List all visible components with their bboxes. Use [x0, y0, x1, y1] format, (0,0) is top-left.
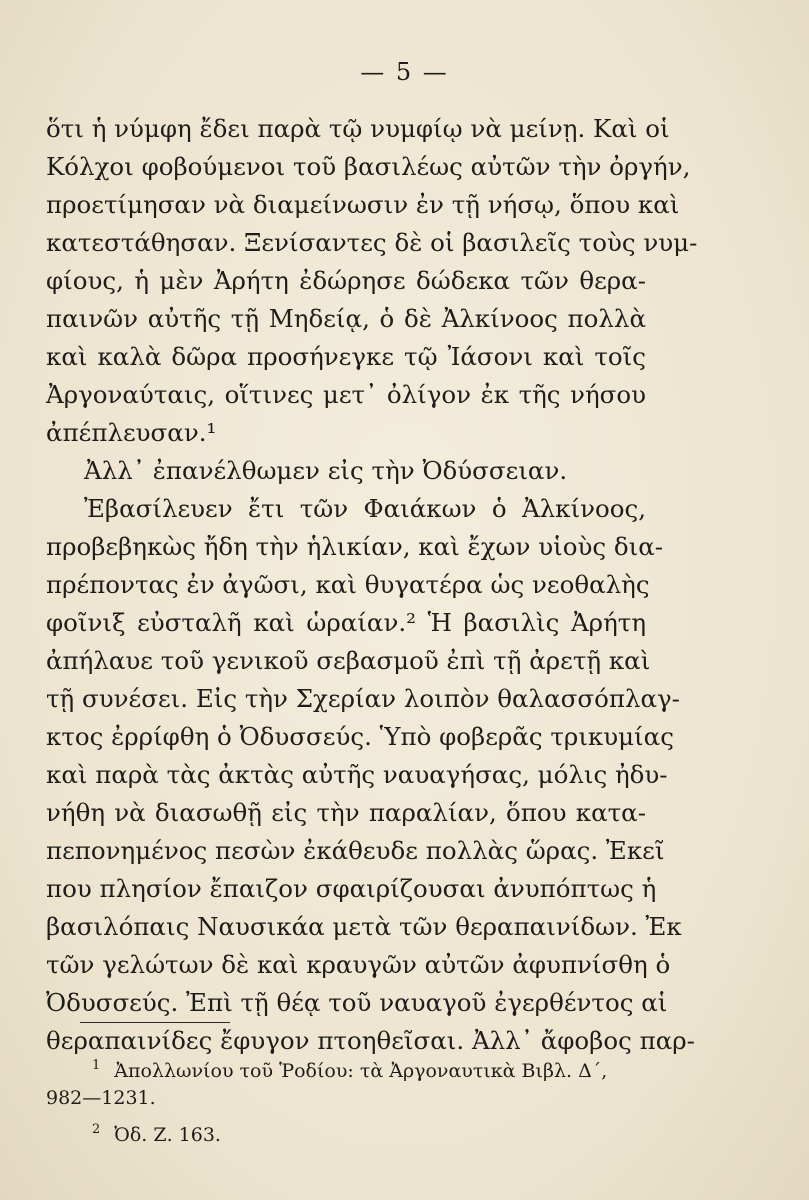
text-line: πεπονημένος πεσὼν ἐκάθευδε πολλὰς ὥρας. Ἐκεῖ — [46, 836, 665, 865]
footnote-2 — [46, 1114, 646, 1146]
footnote-divider — [80, 1022, 230, 1023]
text-line: καὶ παρὰ τὰς ἀκτὰς αὐτῆς ναυαγήσας, μόλις ἠδυ- — [46, 760, 668, 789]
text-line: προβεβηκὼς ἤδη τὴν ἡλικίαν, καὶ ἔχων υἱοὺς δια- — [46, 532, 664, 561]
text-line: κτος ἐρρίφθη ὁ Ὀδυσσεύς. Ὑπὸ φοβερᾶς τρικυμίας — [46, 722, 674, 751]
text-line: φοῖνιξ εὐσταλῆ καὶ ὡραίαν.² Ἡ βασιλὶς Ἀρήτη — [46, 608, 646, 637]
text-line: ἀπέπλευσαν.¹ — [46, 418, 217, 447]
text-line: θεραπαινίδες ἔφυγον πτοηθεῖσαι. Ἀλλ᾽ ἄφοβος παρ- — [46, 1026, 695, 1055]
footnote-text: Ἀπολλωνίου τοῦ Ῥοδίου: τὰ Ἀργοναυτικὰ Βιβλ. Δ΄, — [114, 1060, 608, 1082]
footnote-1-continuation: 982—1231. — [46, 1087, 156, 1109]
footnotes — [46, 1050, 646, 1146]
footnote-text: Ὀδ. Ζ. 163. — [114, 1124, 221, 1146]
text-line: νήθη νὰ διασωθῇ εἰς τὴν παραλίαν, ὅπου κατα- — [46, 798, 646, 827]
main-text — [46, 110, 698, 1060]
text-line: Κόλχοι φοβούμενοι τοῦ βασιλέως αὐτῶν τὴν ὀργήν, — [46, 152, 691, 181]
paragraph-first-line: Ἐβασίλευεν ἔτι τῶν Φαιάκων ὁ Ἀλκίνοος, — [84, 494, 646, 523]
footnote-marker: 2 — [92, 1122, 101, 1137]
text-line: πρέποντας ἐν ἀγῶσι, καὶ θυγατέρα ὡς νεοθαλὴς — [46, 570, 650, 599]
text-line: προετίμησαν νὰ διαμείνωσιν ἐν τῇ νήσῳ, ὅπου καὶ — [46, 190, 680, 219]
text-line: φίους, ἡ μὲν Ἀρήτη ἐδώρησε δώδεκα τῶν θερα- — [46, 266, 646, 295]
text-line: Ἀργοναύταις, οἵτινες μετ᾽ ὀλίγον ἐκ τῆς νήσου — [46, 380, 646, 409]
text-line: καὶ καλὰ δῶρα προσήνεγκε τῷ Ἰάσονι καὶ τοῖς — [46, 342, 646, 371]
text-line: παινῶν αὐτῆς τῇ Μηδείᾳ, ὁ δὲ Ἀλκίνοος πολλὰ — [46, 304, 646, 333]
footnote-1 — [46, 1050, 646, 1082]
text-line: που πλησίον ἔπαιζον σφαιρίζουσαι ἀνυπόπτως ἡ — [46, 874, 657, 903]
text-line: ἀπήλαυε τοῦ γενικοῦ σεβασμοῦ ἐπὶ τῇ ἀρετῇ καὶ — [46, 646, 651, 675]
text-line: βασιλόπαις Ναυσικάα μετὰ τῶν θεραπαινίδων. Ἐκ — [46, 912, 682, 941]
text-line: κατεστάθησαν. Ξενίσαντες δὲ οἱ βασιλεῖς τοὺς νυμ- — [46, 228, 698, 257]
text-line: Ὀδυσσεύς. Ἐπὶ τῇ θέᾳ τοῦ ναυαγοῦ ἐγερθέντος αἱ — [46, 988, 668, 1017]
paragraph-first-line: Ἀλλ᾽ ἐπανέλθωμεν εἰς τὴν Ὀδύσσειαν. — [84, 456, 568, 485]
text-line: τῇ συνέσει. Εἰς τὴν Σχερίαν λοιπὸν θαλασσόπλαγ- — [46, 684, 680, 713]
footnote-marker: 1 — [92, 1058, 101, 1073]
text-line: ὅτι ἡ νύμφη ἔδει παρὰ τῷ νυμφίῳ νὰ μείνῃ. Καὶ οἱ — [46, 114, 670, 143]
text-line: τῶν γελώτων δὲ καὶ κραυγῶν αὐτῶν ἀφυπνίσθη ὁ — [46, 950, 671, 979]
page-number: — 5 — — [360, 58, 449, 86]
